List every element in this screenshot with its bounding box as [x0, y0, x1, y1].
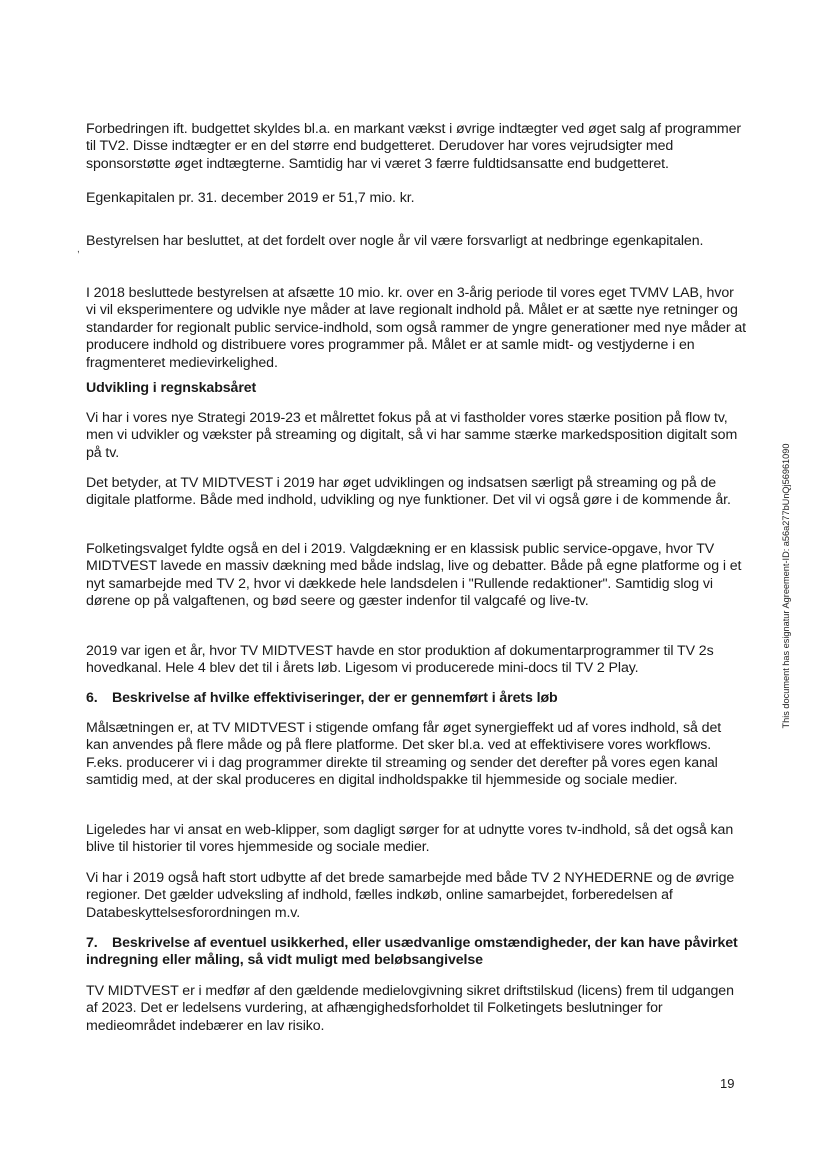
paragraph-strategy: Vi har i vores nye Strategi 2019-23 et målrettet fokus på at vi fastholder vores stærke position på flow tv, men vi udvikler og vækster på streaming og digitalt, så vi har samme stærke markedsposition digitalt som på tv. [86, 410, 738, 461]
paragraph-budget-improvement: Forbedringen ift. budgettet skyldes bl.a. en markant vækst i øvrige indtægter ved øget salg af programmer til TV2. Disse indtægter er en del større end budgetteret. Derudover har vores vejrudsigter med sponsorstøtte øget indtægterne. Samtidig har vi været 3 færre fuldtidsansatte end budgetteret. [86, 121, 742, 172]
section-6-number: 6. [86, 690, 98, 706]
paragraph-web-clipper: Ligeledes har vi ansat en web-klipper, som dagligt sørger for at udnytte vores tv-indhold, så det også kan blive til historier til vores hjemmeside og sociale medier. [86, 822, 734, 856]
heading-section-6 [86, 690, 746, 707]
margin-mark: , [77, 244, 80, 255]
paragraph-documentaries: 2019 var igen et år, hvor TV MIDTVEST havde en stor produktion af dokumentarprogrammer til TV 2s hovedkanal. Hele 4 blev det til i årets løb. Ligesom vi producerede mini-docs til TV 2 Play. [86, 643, 714, 677]
esignatur-side-note: This document has esignatur Agreement-ID: a56a277bUnQj56961090 [781, 443, 791, 729]
paragraph-synergy: Målsætningen er, at TV MIDTVEST i stigende omfang får øget synergieffekt ud af vores indhold, så det kan anvendes på flere måde og på flere platforme. Det sker bl.a. ved at effektivisere vores workflows. F.eks. producerer vi i dag programmer direkte til streaming og sender det derefter på vores egen kanal samtidig med, at der skal produceres en digital indholdspakke til hjemmeside og sociale medier. [86, 720, 722, 789]
paragraph-tvmv-lab: I 2018 besluttede bestyrelsen at afsætte 10 mio. kr. over en 3-årig periode til vores eget TVMV LAB, hvor vi vil eksperimentere og udvikle nye måder at lave regionalt indhold på. Målet er at sætte nye retninger og standarder for regionalt public service-indhold, som også rammer de yngre generationer med nye måder at producere indhold og distribuere vores programmer på. Målet er at samle midt- og vestjyderne i en fragmenteret medievirkelighed. [86, 285, 747, 371]
paragraph-equity: Egenkapitalen pr. 31. december 2019 er 51,7 mio. kr. [86, 190, 415, 206]
heading-section-7 [86, 935, 746, 970]
paragraph-board-decision: Bestyrelsen har besluttet, at det fordelt over nogle år vil være forsvarligt at nedbringe egenkapitalen. [86, 233, 704, 249]
section-7-title: Beskrivelse af eventuel usikkerhed, eller usædvanlige omstændigheder, der kan have påvirket indregning eller måling, så vidt muligt med beløbsangivelse [86, 935, 738, 969]
page-number: 19 [720, 1076, 735, 1091]
section-7-number: 7. [86, 935, 98, 951]
heading-development: Udvikling i regnskabsåret [86, 380, 257, 396]
paragraph-cooperation: Vi har i 2019 også haft stort udbytte af det brede samarbejde med både TV 2 NYHEDERNE og de øvrige regioner. Det gælder udveksling af indhold, fælles indkøb, online samarbejdet, forberedelsen af Databeskyttelsesforordningen m.v. [86, 870, 735, 921]
paragraph-license: TV MIDTVEST er i medfør af den gældende medielovgivning sikret driftstilskud (licens) frem til udgangen af 2023. Det er ledelsens vurdering, at afhængighedsforholdet til Folketingets beslutninger for medieområdet indebærer en lav risiko. [86, 983, 734, 1034]
section-6-title: Beskrivelse af hvilke effektiviseringer, der er gennemført i årets løb [112, 690, 558, 706]
paragraph-election: Folketingsvalget fyldte også en del i 2019. Valgdækning er en klassisk public service-opgave, hvor TV MIDTVEST lavede en massiv dækning med både indslag, live og debatter. Både på egne platforme og i et nyt samarbejde med TV 2, hvor vi dækkede hele landsdelen i "Rullende redaktioner". Samtidig slog vi dørene op på valgaftenen, og bød seere og gæster indenfor til valgcafé og live-tv. [86, 541, 742, 610]
paragraph-streaming: Det betyder, at TV MIDTVEST i 2019 har øget udviklingen og indsatsen særligt på streaming og på de digitale platforme. Både med indhold, udvikling og nye funktioner. Det vil vi også gøre i de kommende år. [86, 475, 731, 509]
